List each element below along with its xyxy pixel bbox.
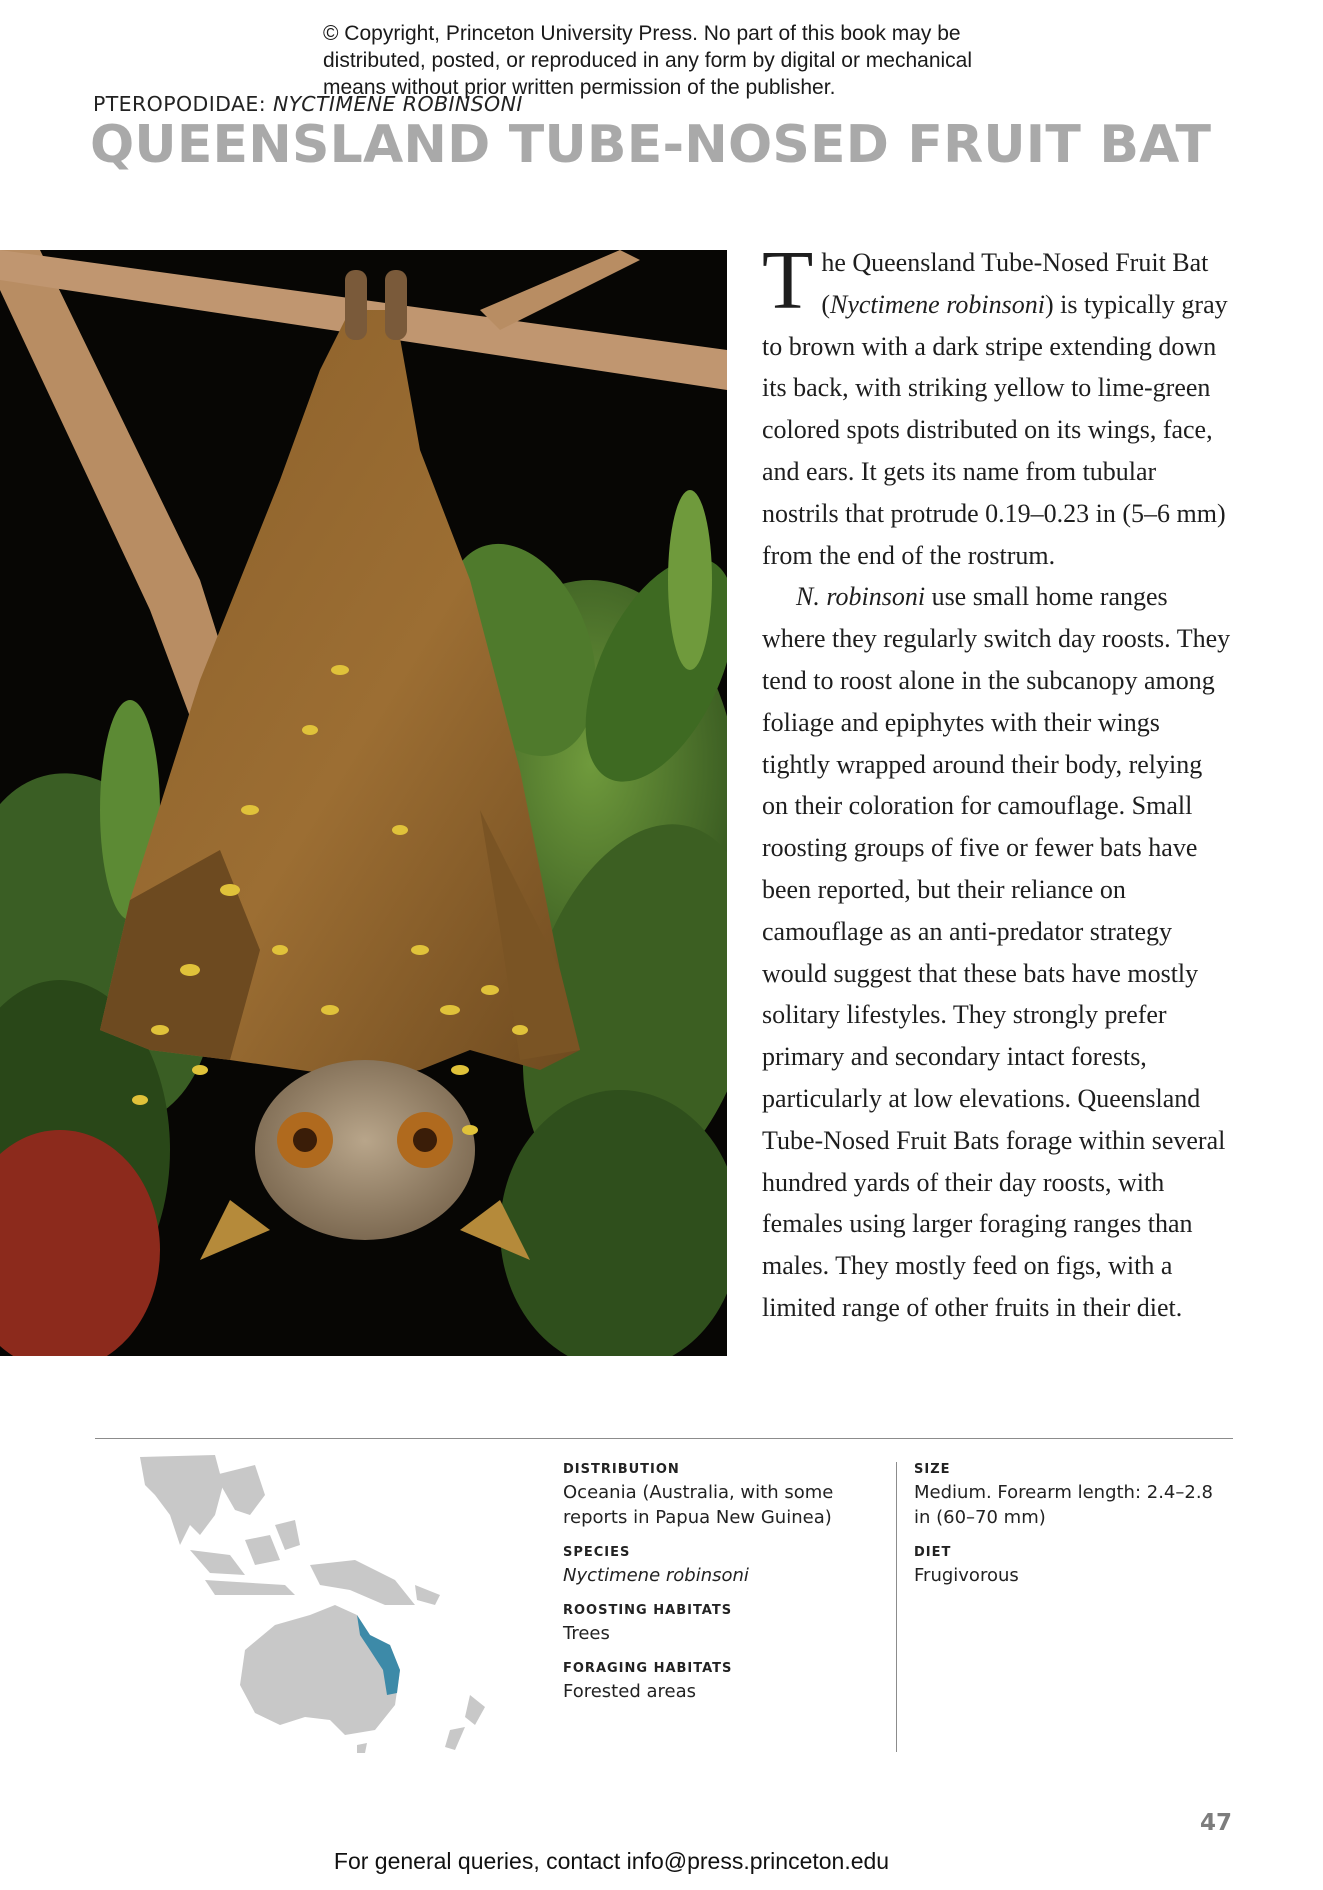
fact-label: DISTRIBUTION <box>563 1462 680 1477</box>
fact-value: Medium. Forearm length: 2.4–2.8 in (60–70 mm) <box>914 1482 1214 1528</box>
fact-size <box>914 1462 1234 1530</box>
fact-foraging <box>563 1661 883 1704</box>
fact-value: Forested areas <box>563 1681 696 1702</box>
fact-label: FORAGING HABITATS <box>563 1661 733 1676</box>
fact-roosting <box>563 1603 883 1646</box>
bat-photo <box>0 250 727 1356</box>
facts-column-left <box>563 1462 883 1719</box>
copyright-notice: © Copyright, Princeton University Press. No part of this book may be distributed, posted, or reproduced in any form by digital or mechanical means without prior written permission of the publisher. <box>323 22 973 99</box>
fact-value: Nyctimene robinsoni <box>563 1565 749 1586</box>
paragraph-1-start: he Queensland Tube-Nosed Fruit Bat ( <box>821 248 1209 319</box>
fact-species <box>563 1545 883 1588</box>
paragraph-2 <box>762 576 1234 1328</box>
page-number: 47 <box>1200 1810 1233 1836</box>
drop-cap: T <box>762 234 814 327</box>
fact-value: Frugivorous <box>914 1565 1019 1586</box>
distribution-map <box>95 1455 495 1755</box>
family-name <box>93 92 523 116</box>
section-divider <box>95 1438 1233 1439</box>
paragraph-1 <box>762 234 1234 576</box>
species-name: Nyctimene robinsoni <box>829 289 1045 319</box>
fact-label: SIZE <box>914 1462 951 1477</box>
paragraph-1-rest: ) is typically gray to brown with a dark stripe extending down its back, with striking yellow to lime-green colored spots distributed on its wings, face, and ears. It gets its name from tubular nostrils that protrude 0.19–0.23 in (5–6 mm) from the end of the rostrum. <box>762 289 1228 570</box>
family-prefix: PTEROPODIDAE: <box>93 92 267 116</box>
paragraph-2-rest: use small home ranges where they regularly switch day roosts. They tend to roost alone in the subcanopy among foliage and epiphytes with their wings tightly wrapped around their body, relying on their coloration for camouflage. Small roosting groups of five or fewer bats have been reported, but their reliance on camouflage as an anti-predator strategy would suggest that these bats have mostly solitary lifestyles. They strongly prefer primary and secondary intact forests, particularly at low elevations. Queensland Tube-Nosed Fruit Bats forage within several hundred yards of their day roosts, with females using larger foraging ranges than males. They mostly feed on figs, with a limited range of other fruits in their diet. <box>762 582 1231 1322</box>
fact-value: Oceania (Australia, with some reports in Papua New Guinea) <box>563 1482 834 1528</box>
family-species: NYCTIMENE ROBINSONI <box>272 92 523 116</box>
footer-text: For general queries, contact info@press.princeton.edu <box>333 1848 890 1874</box>
species-abbrev: N. robinsoni <box>796 582 926 612</box>
page-title: QUEENSLAND TUBE-NOSED FRUIT BAT <box>90 115 1212 175</box>
article-body <box>762 234 1234 1329</box>
footer-contact <box>0 1848 1323 1875</box>
fact-label: DIET <box>914 1545 952 1560</box>
fact-diet <box>914 1545 1234 1588</box>
fact-label: ROOSTING HABITATS <box>563 1603 733 1618</box>
column-divider <box>896 1462 897 1752</box>
fact-value: Trees <box>563 1623 610 1644</box>
fact-label: SPECIES <box>563 1545 631 1560</box>
fact-distribution <box>563 1462 883 1530</box>
facts-column-right <box>914 1462 1234 1603</box>
